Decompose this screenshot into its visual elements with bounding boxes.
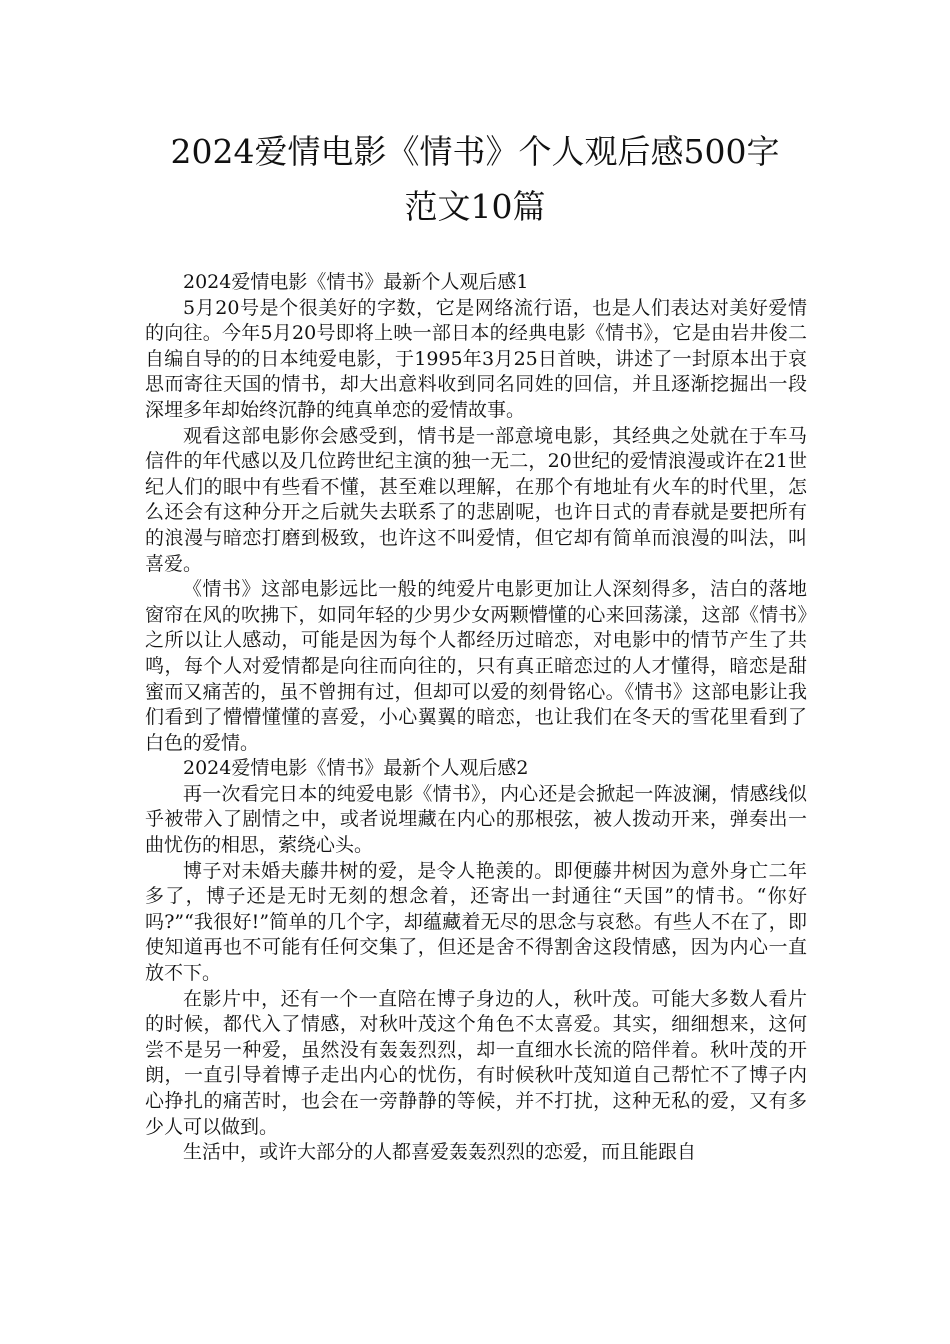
paragraph: 在影片中，还有一个一直陪在博子身边的人，秋叶茂。可能大多数人看片的时候，都代入了情感，对秋叶茂这个角色不太喜爱。其实，细细想来，这何尝不是另一种爱，虽然没有轰轰烈烈，却一直细水长流的陪伴着。秋叶茂的开朗，一直引导着博子走出内心的忧伤，有时候秋叶茂知道自己帮忙不了博子内心挣扎的痛苦时，也会在一旁静静的等候，并不打扰，这种无私的爱，又有多少人可以做到。: [145, 987, 807, 1138]
paragraph: 生活中，或许大部分的人都喜爱轰轰烈烈的恋爱，而且能跟自: [183, 1141, 697, 1164]
title-line-2: 范文10篇: [404, 187, 546, 226]
paragraph: 观看这部电影你会感受到，情书是一部意境电影，其经典之处就在于车马信件的年代感以及几位跨世纪主演的独一无二，20世纪的爱情浪漫或许在21世纪人们的眼中有些看不懂，甚至难以理解，在那个有地址有火车的时代里，怎么还会有这种分开之后就失去联系了的悲剧呢，也许日式的青春就是要把所有的浪漫与暗恋打磨到极致，也许这不叫爱情，但它却有简单而浪漫的叫法，叫喜爱。: [145, 424, 807, 575]
paragraph: 5月20号是个很美好的字数，它是网络流行语，也是人们表达对美好爱情的向往。今年5月20号即将上映一部日本的经典电影《情书》，它是由岩井俊二自编自导的的日本纯爱电影，于1995年3月25日首映，讲述了一封原本出于哀思而寄往天国的情书，却大出意料收到同名同姓的回信，并且逐渐挖掘出一段深埋多年却始终沉静的纯真单恋的爱情故事。: [145, 296, 807, 421]
section-heading-1: 2024爱情电影《情书》最新个人观后感1: [183, 271, 529, 293]
title-line-1: 2024爱情电影《情书》个人观后感500字: [170, 132, 780, 171]
section-heading-2: 2024爱情电影《情书》最新个人观后感2: [183, 757, 529, 780]
paragraph: 博子对未婚夫藤井树的爱，是令人艳羡的。即便藤井树因为意外身亡二年多了，博子还是无时无刻的想念着，还寄出一封通往“天国”的情书。“你好吗?”“我很好!”简单的几个字，却蕴藏着无尽的思念与哀愁。有些人不在了，即使知道再也不可能有任何交集了，但还是舍不得割舍这段情感，因为内心一直放不下。: [145, 859, 807, 985]
paragraph: 再一次看完日本的纯爱电影《情书》，内心还是会掀起一阵波澜，情感线似乎被带入了剧情之中，或者说埋藏在内心的那根弦，被人拨动开来，弹奏出一曲忧伤的相思，萦绕心头。: [145, 782, 807, 857]
document-title: [120, 124, 830, 234]
paragraph: 《情书》这部电影远比一般的纯爱片电影更加让人深刻得多，洁白的落地窗帘在风的吹拂下，如同年轻的少男少女两颗懵懂的心来回荡漾，这部《情书》之所以让人感动，可能是因为每个人都经历过暗恋，对电影中的情节产生了共鸣，每个人对爱情都是向往而向往的，只有真正暗恋过的人才懂得，暗恋是甜蜜而又痛苦的，虽不曾拥有过，但却可以爱的刻骨铭心。《情书》这部电影让我们看到了懵懵懂懂的喜爱，小心翼翼的暗恋，也让我们在冬天的雪花里看到了白色的爱情。: [145, 578, 807, 754]
document-body: [145, 270, 807, 1166]
